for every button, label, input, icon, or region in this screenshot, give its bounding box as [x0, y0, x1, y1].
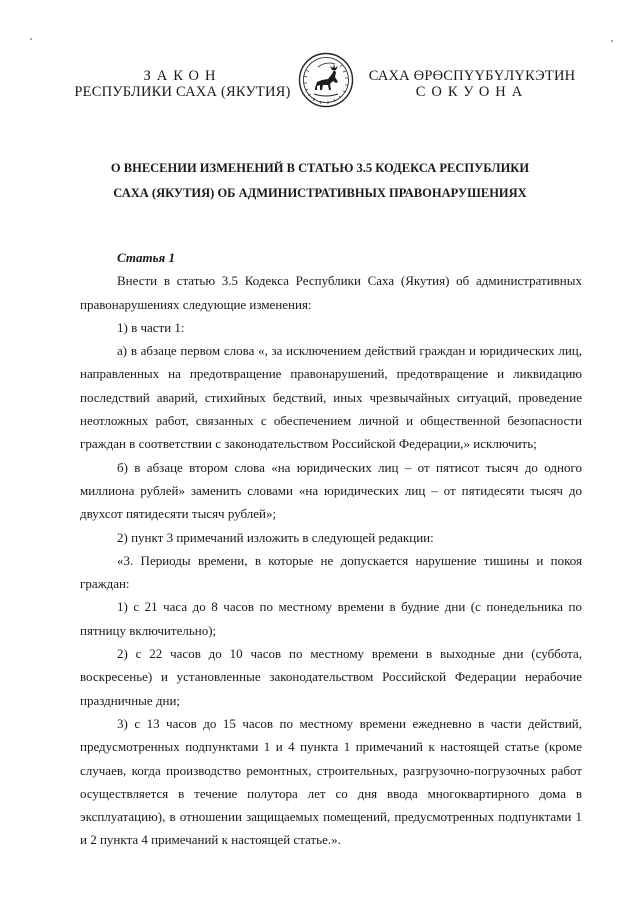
paragraph-note-3-1: 1) с 21 часа до 8 часов по местному времени в будние дни (с понедельника по пятницу включительно);: [80, 599, 582, 638]
header-right: [356, 68, 588, 100]
document-title-line2: САХА (ЯКУТИЯ) ОБ АДМИНИСТРАТИВНЫХ ПРАВОНАРУШЕНИЯХ: [113, 186, 527, 200]
header-left-line1: ЗАКОН: [143, 68, 222, 84]
paragraph-note-3-3: 3) с 13 часов до 15 часов по местному времени ежедневно в части действий, предусмотренных подпунктами 1 и 4 пункта 1 примечаний к настоящей статье (кроме случаев, когда производство ремонтных, строительных, разгрузочно-погрузочных работ осуществляется в течение полутора лет со дня ввода многоквартирного дома в эксплуатацию), в отношении защищаемых помещений, предусмотренных подпунктами 1 и 2 пункта 4 примечаний к настоящей статье.».: [80, 715, 582, 848]
header-right-line2: СОКУОНА: [415, 84, 529, 100]
paragraph-item-1: 1) в части 1:: [117, 319, 185, 335]
document-title-line1: О ВНЕСЕНИИ ИЗМЕНЕНИЙ В СТАТЬЮ 3.5 КОДЕКСА РЕСПУБЛИКИ: [110, 161, 530, 175]
paragraph-note-3: «3. Периоды времени, в которые не допускается нарушение тишины и покоя граждан:: [80, 552, 582, 592]
law-body: [80, 246, 582, 852]
header-left-line2: РЕСПУБЛИКИ САХА (ЯКУТИЯ): [74, 84, 291, 100]
paragraph-item-1b: б) в абзаце втором слова «на юридических лиц – от пятисот тысяч до одного миллиона рублей» заменить словами «на юридических лиц – от пятидесяти тысяч до двухсот пятидесяти тысяч рублей»;: [80, 459, 582, 522]
paragraph-intro: Внести в статью 3.5 Кодекса Республики Саха (Якутия) об административных правонарушениях следующие изменения:: [80, 273, 582, 312]
paragraph-item-1a: а) в абзаце первом слова «, за исключением действий граждан и юридических лиц, направленных на предотвращение правонарушений, предотвращение и ликвидацию последствий аварий, стихийных бедствий, иных чрезвычайных ситуаций, проведение неотложных работ, связанных с обеспечением личной и общественной безопасности граждан в соответствии с законодательством Российской Федерации,» исключить;: [80, 343, 582, 452]
header-right-line1: САХА ӨРӨСПҮҮБҮЛҮКЭТИН: [368, 68, 576, 84]
header-left: [70, 68, 295, 100]
scan-speck: [30, 38, 32, 40]
paragraph-item-2: 2) пункт 3 примечаний изложить в следующей редакции:: [117, 529, 434, 545]
article-heading: Статья 1: [117, 250, 175, 265]
scan-speck: [611, 40, 613, 42]
paragraph-note-3-2: 2) с 22 часов до 10 часов по местному времени в выходные дни (суббота, воскресенье) и установленные законодательством Российской Федерации нерабочие праздничные дни;: [80, 646, 582, 708]
coat-of-arms-emblem-icon: [298, 52, 354, 108]
